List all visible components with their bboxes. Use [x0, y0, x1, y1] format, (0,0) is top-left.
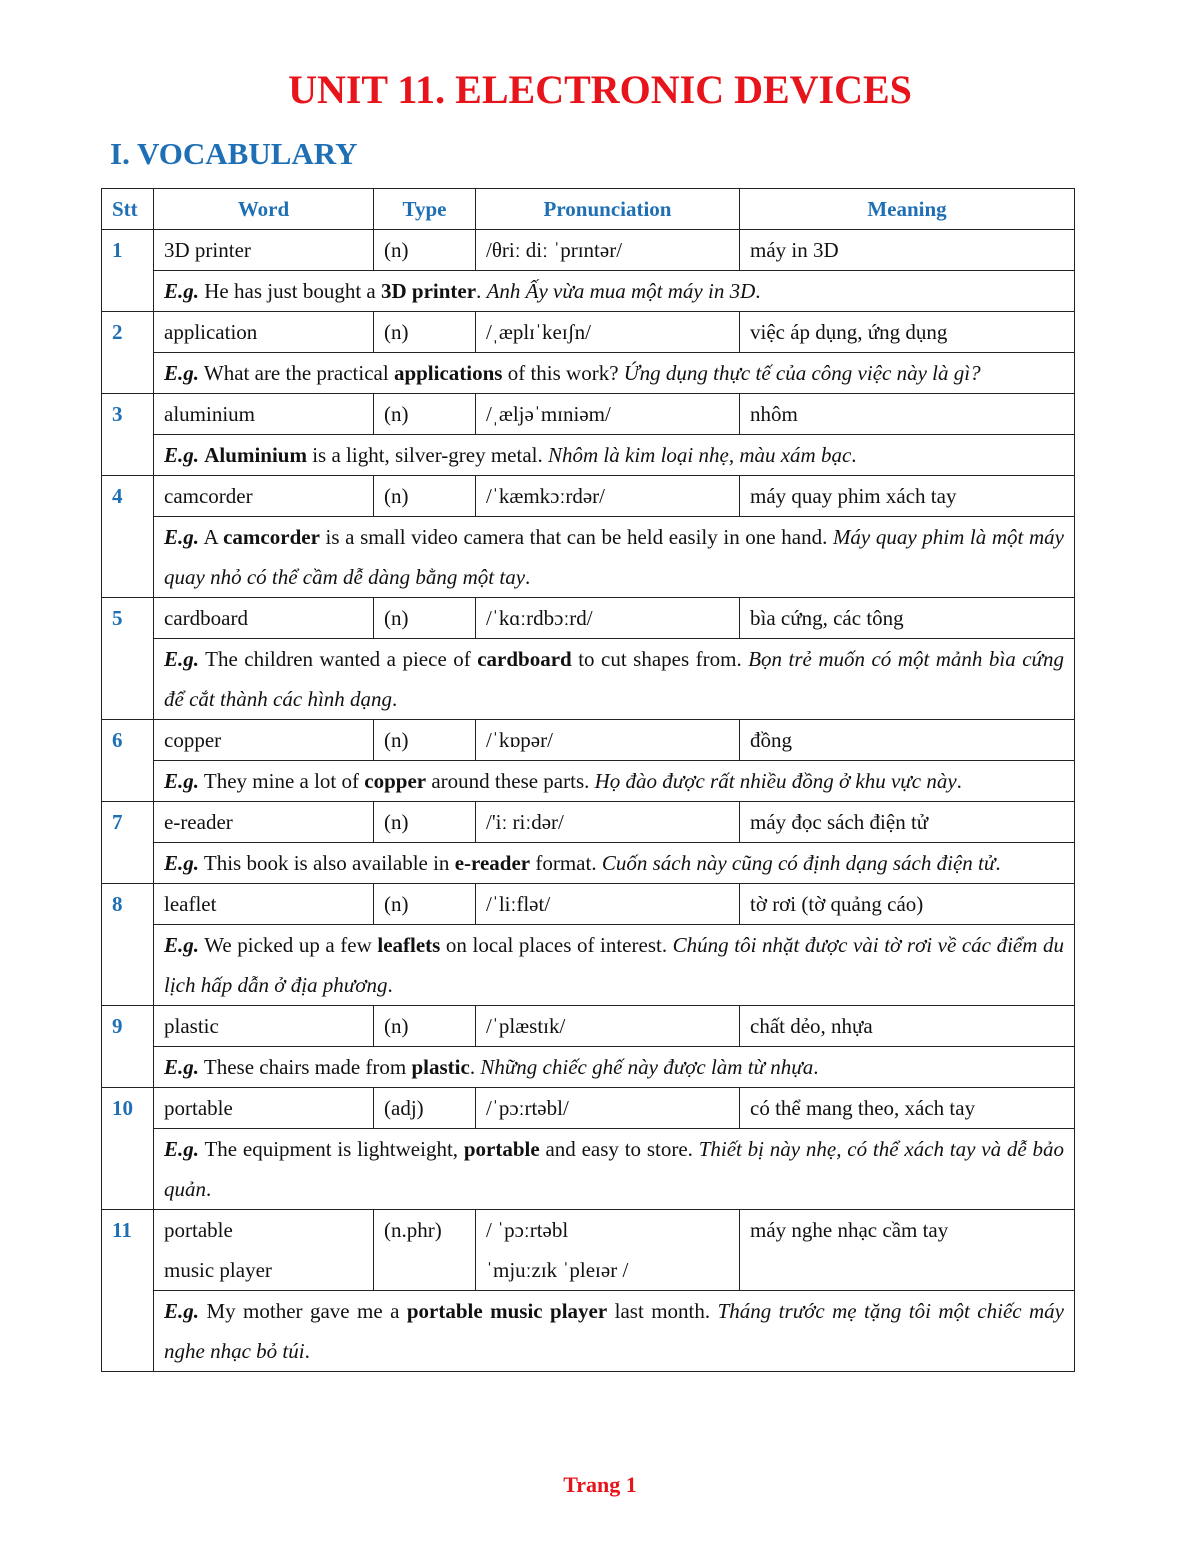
pronunciation-cell: /ˈkɑːrdbɔːrd/ — [476, 598, 740, 639]
example-row — [102, 353, 1075, 394]
word-cell: aluminium — [154, 394, 374, 435]
meaning-cell: nhôm — [740, 394, 1075, 435]
section-heading: I. VOCABULARY — [110, 136, 358, 171]
meaning-cell: máy in 3D — [740, 230, 1075, 271]
vocabulary-table — [101, 188, 1075, 1372]
example-cell — [154, 639, 1075, 720]
example-keyword: portable — [463, 1137, 540, 1161]
example-keyword: camcorder — [223, 525, 320, 549]
type-cell: (n) — [374, 720, 476, 761]
pronunciation-cell: /ˌæplɪˈkeɪʃn/ — [476, 312, 740, 353]
type-cell: (n) — [374, 312, 476, 353]
example-text: and easy to store. — [539, 1137, 699, 1161]
meaning-cell: chất dẻo, nhựa — [740, 1006, 1075, 1047]
example-text: My mother gave me a — [206, 1299, 407, 1323]
word-row — [102, 1088, 1075, 1129]
row-number: 3 — [102, 394, 154, 476]
pronunciation-cell: /ˈpɔːrtəbl/ — [476, 1088, 740, 1129]
type-cell: (n) — [374, 884, 476, 925]
example-end: . — [392, 687, 398, 711]
eg-label: E.g. — [164, 443, 200, 467]
example-end: . — [851, 443, 857, 467]
example-end: . — [813, 1055, 819, 1079]
word-cell: application — [154, 312, 374, 353]
example-row — [102, 843, 1075, 884]
example-cell — [154, 1129, 1075, 1210]
example-text: A — [203, 525, 224, 549]
row-number: 7 — [102, 802, 154, 884]
word-cell — [154, 1210, 374, 1291]
row-number: 9 — [102, 1006, 154, 1088]
pronunciation-cell: /ˌæljəˈmɪniəm/ — [476, 394, 740, 435]
row-number: 5 — [102, 598, 154, 720]
row-number: 11 — [102, 1210, 154, 1372]
example-translation: Máy quay phim là một máy quay nhỏ có thể cầm dễ dàng bằng một tay — [164, 525, 1064, 589]
type-cell: (n) — [374, 802, 476, 843]
type-cell: (n) — [374, 598, 476, 639]
example-translation: Thiết bị này nhẹ, có thể xách tay và dễ bảo quản — [164, 1137, 1064, 1201]
pronunciation-cell: /ˈkɒpər/ — [476, 720, 740, 761]
example-cell — [154, 271, 1075, 312]
example-keyword: applications — [393, 361, 503, 385]
example-text: format. — [530, 851, 602, 875]
example-translation: Anh Ấy vừa mua một máy in 3D — [486, 279, 756, 303]
example-text: last month. — [607, 1299, 718, 1323]
meaning-cell: bìa cứng, các tông — [740, 598, 1075, 639]
word-cell: e-reader — [154, 802, 374, 843]
example-end: . — [387, 973, 393, 997]
example-translation: Ứng dụng thực tế của công việc này là gì? — [623, 361, 981, 385]
example-cell — [154, 1047, 1075, 1088]
meaning-cell: có thể mang theo, xách tay — [740, 1088, 1075, 1129]
example-cell — [154, 761, 1075, 802]
eg-label: E.g. — [164, 933, 200, 957]
example-cell — [154, 1291, 1075, 1372]
example-translation: Nhôm là kim loại nhẹ, màu xám bạc — [548, 443, 852, 467]
eg-label: E.g. — [164, 1055, 200, 1079]
example-translation: Tháng trước mẹ tặng tôi một chiếc máy nghe nhạc bỏ túi — [164, 1299, 1065, 1363]
word-cell: copper — [154, 720, 374, 761]
word-line: portable — [164, 1218, 233, 1242]
meaning-cell: tờ rơi (tờ quảng cáo) — [740, 884, 1075, 925]
eg-label: E.g. — [164, 525, 200, 549]
example-row — [102, 271, 1075, 312]
pron-line: ˈmjuːzɪk ˈpleɪər / — [486, 1258, 629, 1282]
type-cell: (n) — [374, 476, 476, 517]
example-text: is a small video camera that can be held easily in one hand. — [319, 525, 833, 549]
word-cell: portable — [154, 1088, 374, 1129]
example-text: They mine a lot of — [203, 769, 365, 793]
word-row — [102, 1006, 1075, 1047]
example-row — [102, 761, 1075, 802]
row-number: 8 — [102, 884, 154, 1006]
meaning-cell: việc áp dụng, ứng dụng — [740, 312, 1075, 353]
example-cell — [154, 843, 1075, 884]
example-keyword: copper — [364, 769, 427, 793]
row-number: 2 — [102, 312, 154, 394]
pronunciation-cell: /ˈliːflət/ — [476, 884, 740, 925]
example-end: . — [755, 279, 761, 303]
example-end: . — [206, 1177, 212, 1201]
example-row — [102, 517, 1075, 598]
example-translation: Họ đào được rất nhiều đồng ở khu vực này — [594, 769, 957, 793]
example-end: . — [304, 1339, 310, 1363]
pron-line: / ˈpɔːrtəbl — [486, 1218, 569, 1242]
example-row — [102, 1291, 1075, 1372]
example-translation: Cuốn sách này cũng có định dạng sách điện tử — [601, 851, 996, 875]
meaning-cell: máy đọc sách điện tử — [740, 802, 1075, 843]
example-row — [102, 925, 1075, 1006]
type-cell: (adj) — [374, 1088, 476, 1129]
example-keyword: leaflets — [377, 933, 441, 957]
word-cell: camcorder — [154, 476, 374, 517]
pronunciation-cell: /θriː diː ˈprɪntər/ — [476, 230, 740, 271]
example-text: is a light, silver-grey metal. — [306, 443, 548, 467]
example-text: These chairs made from — [203, 1055, 412, 1079]
example-text: What are the practical — [203, 361, 394, 385]
meaning-cell: máy quay phim xách tay — [740, 476, 1075, 517]
header-type: Type — [374, 189, 476, 230]
eg-label: E.g. — [164, 361, 200, 385]
meaning-cell: máy nghe nhạc cầm tay — [740, 1210, 1075, 1291]
eg-label: E.g. — [164, 1299, 200, 1323]
example-text: He has just bought a — [204, 279, 381, 303]
example-keyword: portable music player — [406, 1299, 608, 1323]
header-stt: Stt — [102, 189, 154, 230]
example-text: of this work? — [502, 361, 624, 385]
example-text: around these parts. — [426, 769, 595, 793]
example-text: The children wanted a piece of — [205, 647, 478, 671]
type-cell: (n) — [374, 1006, 476, 1047]
example-translation: Những chiếc ghế này được làm từ nhựa — [480, 1055, 814, 1079]
word-row — [102, 230, 1075, 271]
word-row — [102, 312, 1075, 353]
type-cell: (n.phr) — [374, 1210, 476, 1291]
row-number: 6 — [102, 720, 154, 802]
example-text: . — [476, 279, 487, 303]
eg-label: E.g. — [164, 851, 200, 875]
word-row — [102, 802, 1075, 843]
header-meaning: Meaning — [740, 189, 1075, 230]
example-cell — [154, 517, 1075, 598]
example-text: The equipment is lightweight, — [204, 1137, 464, 1161]
eg-label: E.g. — [164, 769, 200, 793]
word-line: music player — [164, 1258, 272, 1282]
header-row — [102, 189, 1075, 230]
pronunciation-cell: /ˈplæstɪk/ — [476, 1006, 740, 1047]
pronunciation-cell: /'iː riːdər/ — [476, 802, 740, 843]
example-text: . — [469, 1055, 481, 1079]
header-word: Word — [154, 189, 374, 230]
word-cell: 3D printer — [154, 230, 374, 271]
example-keyword: Aluminium — [204, 443, 307, 467]
row-number: 1 — [102, 230, 154, 312]
page-title: UNIT 11. ELECTRONIC DEVICES — [288, 67, 912, 112]
eg-label: E.g. — [164, 1137, 200, 1161]
word-cell: plastic — [154, 1006, 374, 1047]
type-cell: (n) — [374, 394, 476, 435]
word-row — [102, 394, 1075, 435]
example-row — [102, 1129, 1075, 1210]
example-cell — [154, 925, 1075, 1006]
pronunciation-cell: /ˈkæmkɔːrdər/ — [476, 476, 740, 517]
example-row — [102, 639, 1075, 720]
example-keyword: plastic — [411, 1055, 470, 1079]
example-text: This book is also available in — [203, 851, 455, 875]
example-cell — [154, 353, 1075, 394]
word-row — [102, 1210, 1075, 1291]
eg-label: E.g. — [164, 647, 200, 671]
header-pronunciation: Pronunciation — [476, 189, 740, 230]
example-text: on local places of interest. — [440, 933, 673, 957]
word-row — [102, 598, 1075, 639]
word-row — [102, 720, 1075, 761]
word-cell: cardboard — [154, 598, 374, 639]
row-number: 10 — [102, 1088, 154, 1210]
type-cell: (n) — [374, 230, 476, 271]
meaning-cell: đồng — [740, 720, 1075, 761]
example-text: to cut shapes from. — [571, 647, 749, 671]
example-row — [102, 1047, 1075, 1088]
word-row — [102, 476, 1075, 517]
page-footer: Trang 1 — [563, 1472, 637, 1497]
eg-label: E.g. — [164, 279, 200, 303]
example-keyword: e-reader — [454, 851, 531, 875]
row-number: 4 — [102, 476, 154, 598]
example-text: We picked up a few — [204, 933, 378, 957]
example-keyword: cardboard — [477, 647, 572, 671]
example-translation: Chúng tôi nhặt được vài tờ rơi về các điểm du lịch hấp dẫn ở địa phương — [164, 933, 1064, 997]
example-end: . — [995, 851, 1001, 875]
word-row — [102, 884, 1075, 925]
example-row — [102, 435, 1075, 476]
word-cell: leaflet — [154, 884, 374, 925]
pronunciation-cell — [476, 1210, 740, 1291]
example-translation: Bọn trẻ muốn có một mảnh bìa cứng để cắt thành các hình dạng — [164, 647, 1064, 711]
example-cell — [154, 435, 1075, 476]
example-end: . — [525, 565, 531, 589]
example-end: . — [956, 769, 962, 793]
example-keyword: 3D printer — [381, 279, 477, 303]
